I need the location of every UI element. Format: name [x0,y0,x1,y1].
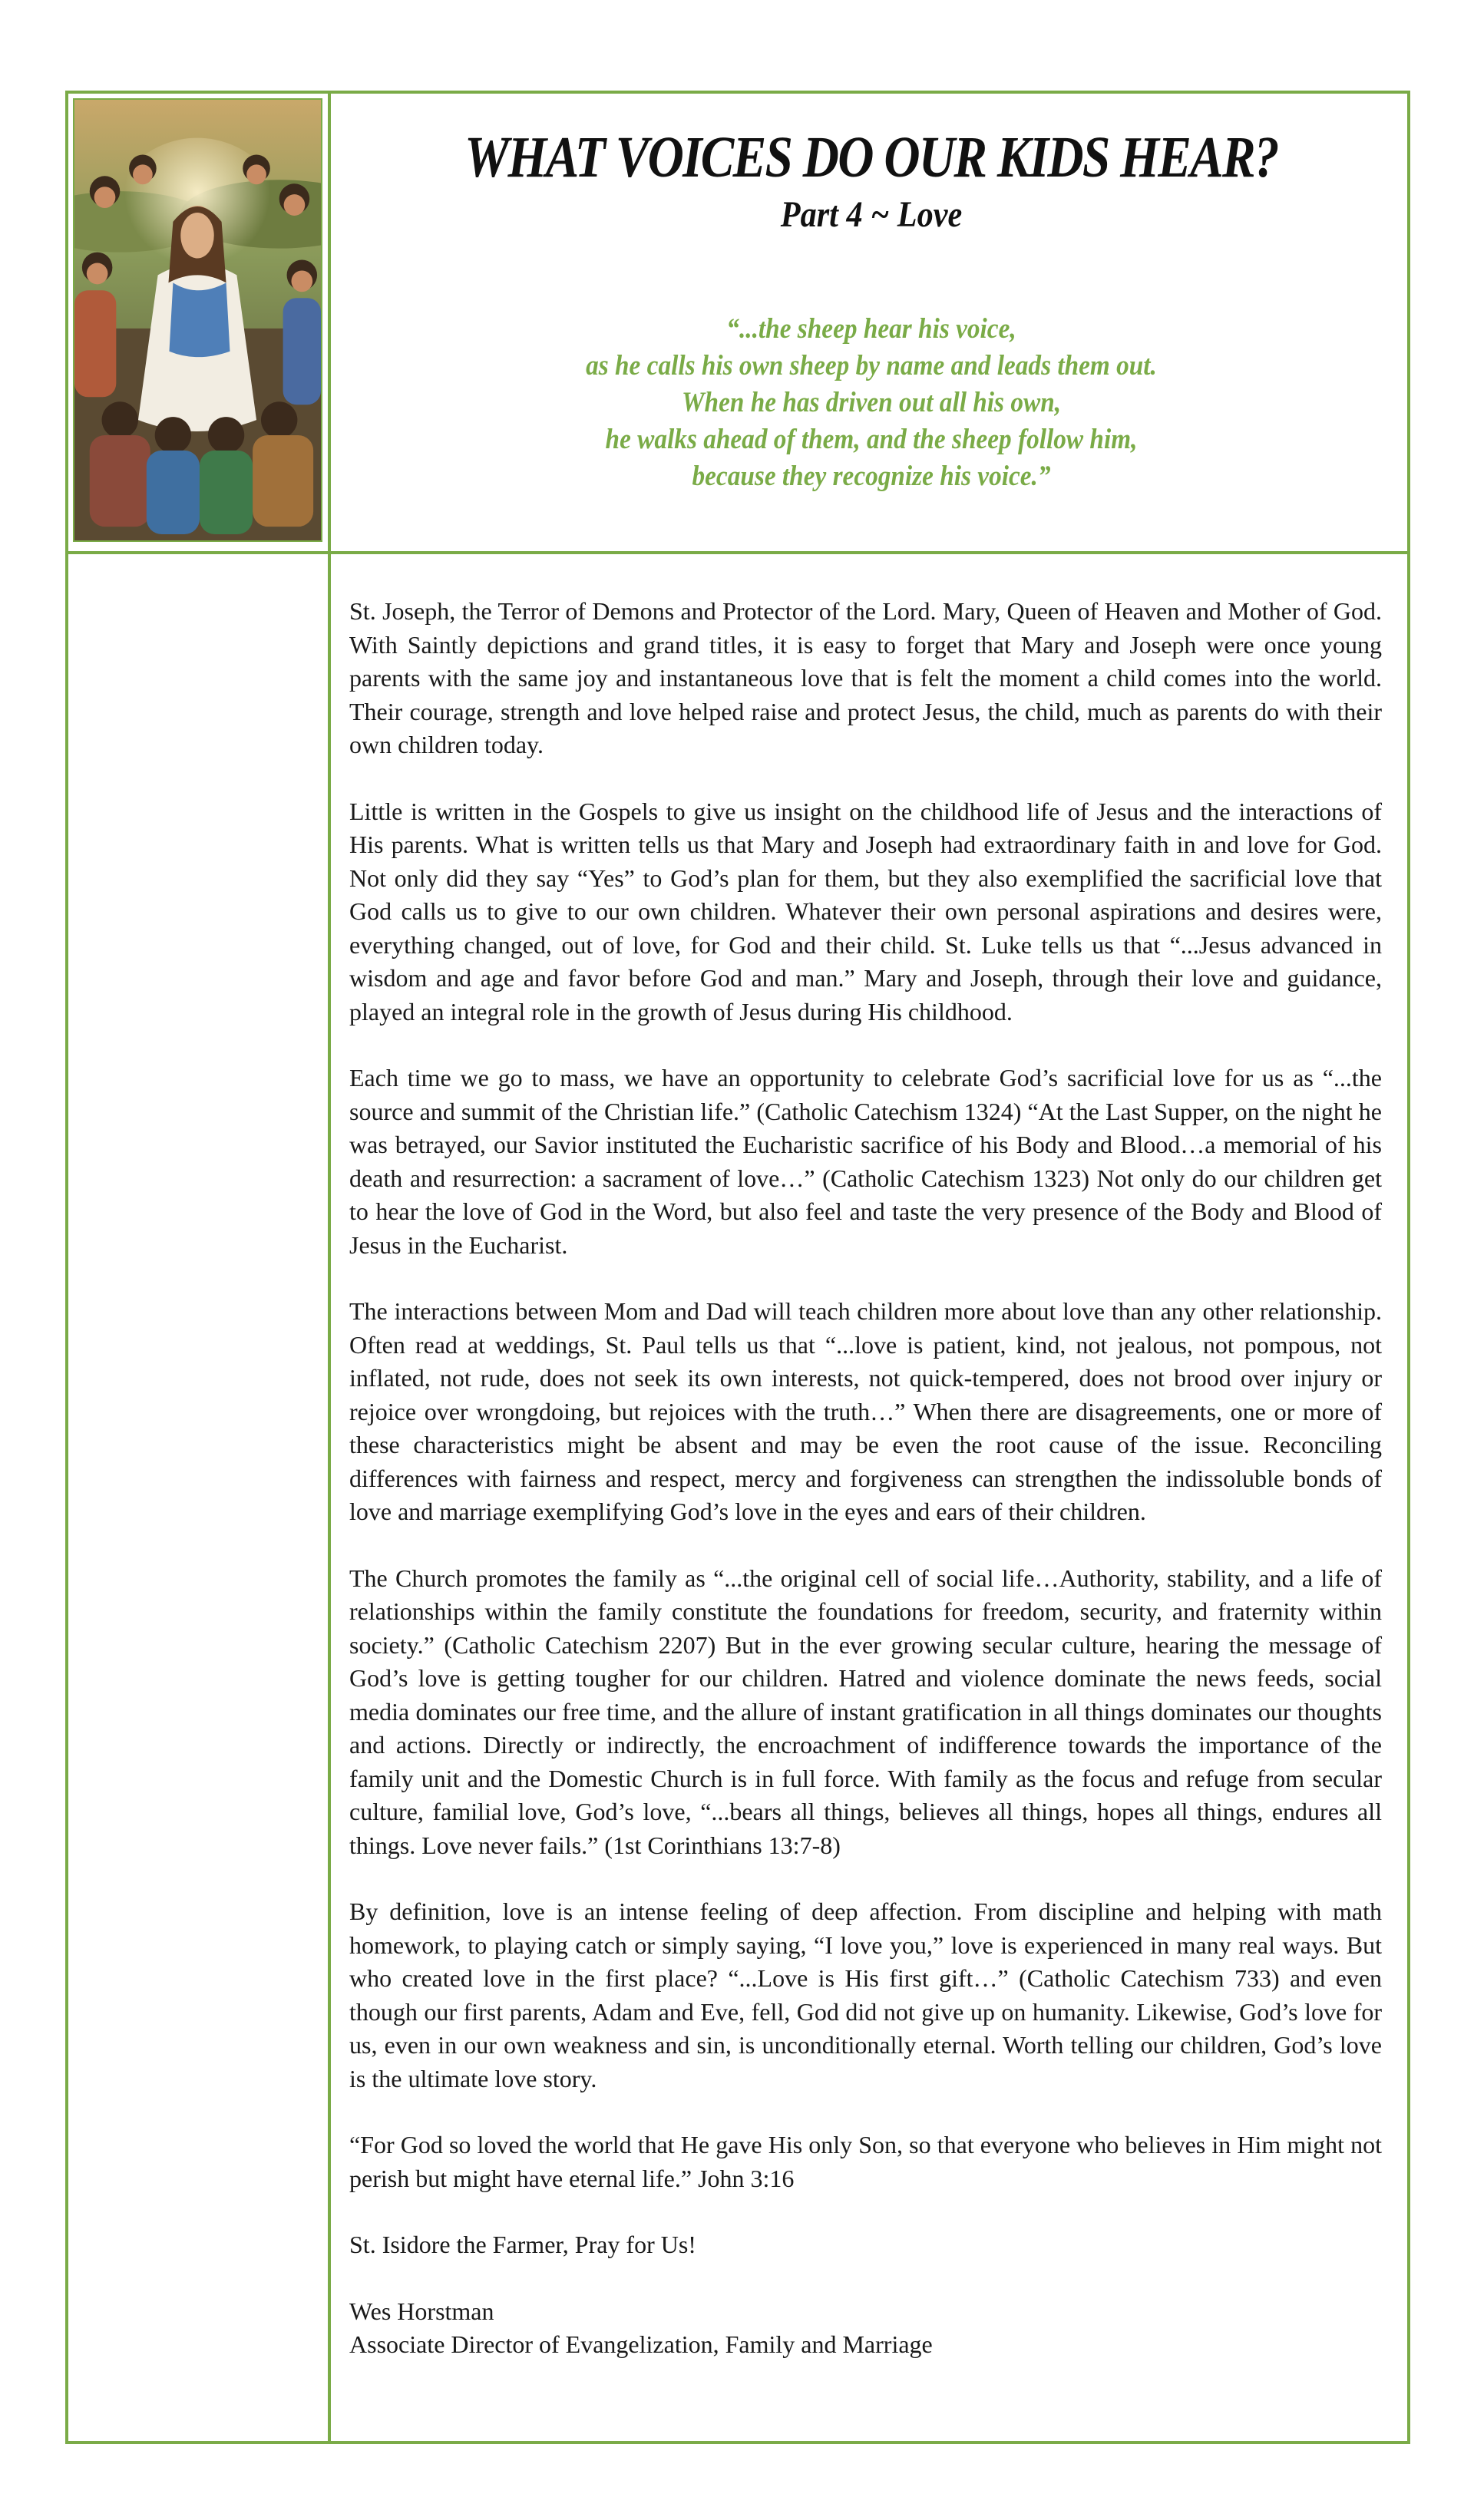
quote-line: he walks ahead of them, and the sheep follow him, [605,424,1138,455]
article-paragraph: The Church promotes the family as “...the original cell of social life…Authority, stability, and a life of relationships within the family constitute the foundations for freedom, security, and fraternity within society.” (Catholic Catechism 2207) But in the ever growing secular culture, hearing the message of God’s love is getting tougher for our children. Hatred and violence dominate the news feeds, social media dominates our free time, and the allure of instant gratification in all things dominates our thoughts and actions. Directly or indirectly, the encroachment of indifference towards the importance of the family unit and the Domestic Church is in full force. With family as the focus and refuge from secular culture, familial love, God’s love, “...bears all things, believes all things, hopes all things, endures all things. Love never fails.” (1st Corinthians 13:7-8) [349,1564,1382,1859]
article-body [349,595,1382,2362]
jesus-with-children-image [73,98,322,542]
article-paragraph: By definition, love is an intense feeling of deep affection. From discipline and helping with math homework, to playing catch or simply saying, “I love you,” love is experienced in many real ways. But who created love in the first place? “...Love is His first gift…” (Catholic Catechism 733) and even though our first parents, Adam and Eve, fell, God did not give up on humanity. Likewise, God’s love for us, even in our own weakness and sin, is unconditionally eternal. Worth telling our children, God’s love is the ultimate love story. [349,1897,1382,2092]
page-subtitle: Part 4 ~ Love [780,194,963,235]
quote-line: as he calls his own sheep by name and leads them out. [586,350,1157,381]
painting-icon [74,100,321,540]
signature-name: Wes Horstman [349,2297,494,2325]
quote-line: “...the sheep hear his voice, [726,313,1016,345]
article-paragraph: “For God so loved the world that He gave His only Son, so that everyone who believes in Him might not perish but might have eternal life.” John 3:16 [349,2131,1382,2192]
article-paragraph: St. Joseph, the Terror of Demons and Protector of the Lord. Mary, Queen of Heaven and Mother of God. With Saintly depictions and grand titles, it is easy to forget that Mary and Joseph were once young parents with the same joy and instantaneous love that is felt the moment a child comes into the world. Their courage, strength and love helped raise and protect Jesus, the child, much as parents do with their own children today. [349,597,1382,758]
signature-title: Associate Director of Evangelization, Family and Marriage [349,2330,933,2358]
vertical-divider-bottom [328,551,331,2444]
quote-line: When he has driven out all his own, [681,387,1062,418]
article-paragraph: Each time we go to mass, we have an opportunity to celebrate God’s sacrificial love for us as “...the source and summit of the Christian life.” (Catholic Catechism 1324) “At the Last Supper, on the night he was betrayed, our Savior instituted the Eucharistic sacrifice of his Body and Blood…a memorial of his death and resurrection: a sacrament of love…” (Catholic Catechism 1323) Not only do our children get to hear the love of God in the Word, but also feel and taste the very presence of the Body and Blood of Jesus in the Eucharist. [349,1064,1382,1259]
horizontal-divider [65,551,1410,554]
vertical-divider-top [328,91,331,554]
page-title: WHAT VOICES DO OUR KIDS HEAR? [464,125,1278,190]
quote-line: because they recognize his voice.” [692,461,1051,492]
header [334,123,1409,238]
article-paragraph: St. Isidore the Farmer, Pray for Us! [349,2231,696,2258]
article-paragraph: The interactions between Mom and Dad will teach children more about love than any other relationship. Often read at weddings, St. Paul tells us that “...love is patient, kind, not jealous, not pompous, not inflated, not rude, does not seek its own interests, not quick-tempered, does not brood over injury or rejoice over wrongdoing, but rejoices with the truth…” When there are disagreements, one or more of these characteristics might be absent and may be even the root cause of the issue. Reconciling differences with fairness and respect, mercy and forgiveness can strengthen the indissoluble bonds of love and marriage exemplifying God’s love in the eyes and ears of their children. [349,1297,1382,1525]
scripture-quote [334,311,1409,495]
article-paragraph: Little is written in the Gospels to give us insight on the childhood life of Jesus and the interactions of His parents. What is written tells us that Mary and Joseph had extraordinary faith in and love for God. Not only did they say “Yes” to God’s plan for them, but they also exemplified the sacrificial love that God calls us to give to our own children. Whatever their own personal aspirations and desires were, everything changed, out of love, for God and their child. St. Luke tells us that “...Jesus advanced in wisdom and age and favor before God and man.” Mary and Joseph, through their love and guidance, played an integral role in the growth of Jesus during His childhood. [349,797,1382,1026]
